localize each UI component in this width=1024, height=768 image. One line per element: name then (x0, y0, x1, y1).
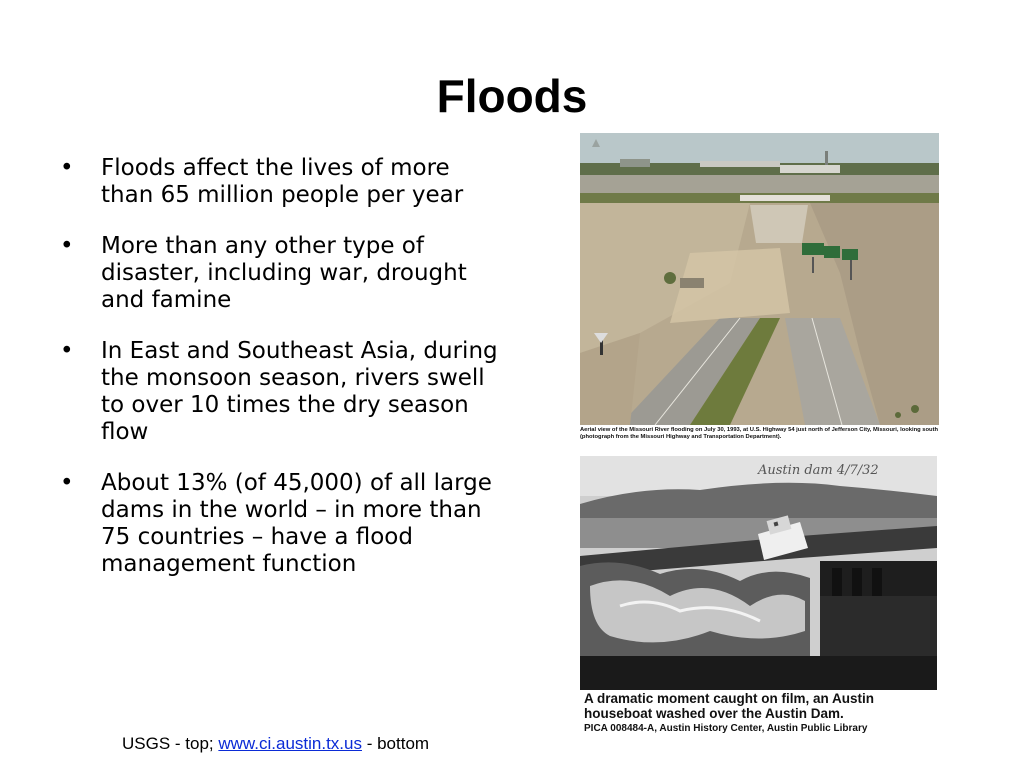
bullet-icon: • (60, 470, 74, 496)
credit-suffix: - bottom (361, 734, 430, 753)
bullet-icon: • (60, 155, 74, 181)
bullet-item (60, 338, 500, 446)
bullet-text: About 13% (of 45,000) of all large dams in the world – in more than 75 countries – have a flood management function (101, 470, 492, 577)
bullet-list (60, 155, 500, 602)
photo-handwriting: Austin dam 4/7/32 (758, 463, 879, 478)
bottom-photo-caption (584, 691, 944, 737)
bullet-icon: • (60, 233, 74, 259)
bullet-item (60, 233, 500, 314)
slide-title: Floods (436, 70, 588, 122)
bullet-item (60, 155, 500, 209)
credit-prefix: USGS - top; (122, 734, 219, 753)
austin-dam-photo (580, 456, 937, 690)
top-photo-caption: Aerial view of the Missouri River flooding on July 30, 1993, at U.S. Highway 54 just north of Jefferson City, Missouri, looking south (photograph from the Missouri Highway and Transportation Department). (580, 427, 939, 440)
bottom-caption-source: PICA 008484-A, Austin History Center, Austin Public Library (584, 723, 868, 734)
bottom-caption-main: A dramatic moment caught on film, an Austin houseboat washed over the Austin Dam. (584, 691, 875, 721)
flood-aerial-photo (580, 133, 939, 425)
bullet-item (60, 470, 500, 578)
bullet-text: More than any other type of disaster, including war, drought and famine (101, 233, 467, 313)
credit-link[interactable]: www.ci.austin.tx.us (218, 734, 362, 753)
bullet-icon: • (60, 338, 74, 364)
image-credit (122, 734, 429, 754)
bullet-text: Floods affect the lives of more than 65 million people per year (101, 155, 464, 208)
bullet-text: In East and Southeast Asia, during the monsoon season, rivers swell to over 10 times the dry season flow (101, 338, 498, 445)
